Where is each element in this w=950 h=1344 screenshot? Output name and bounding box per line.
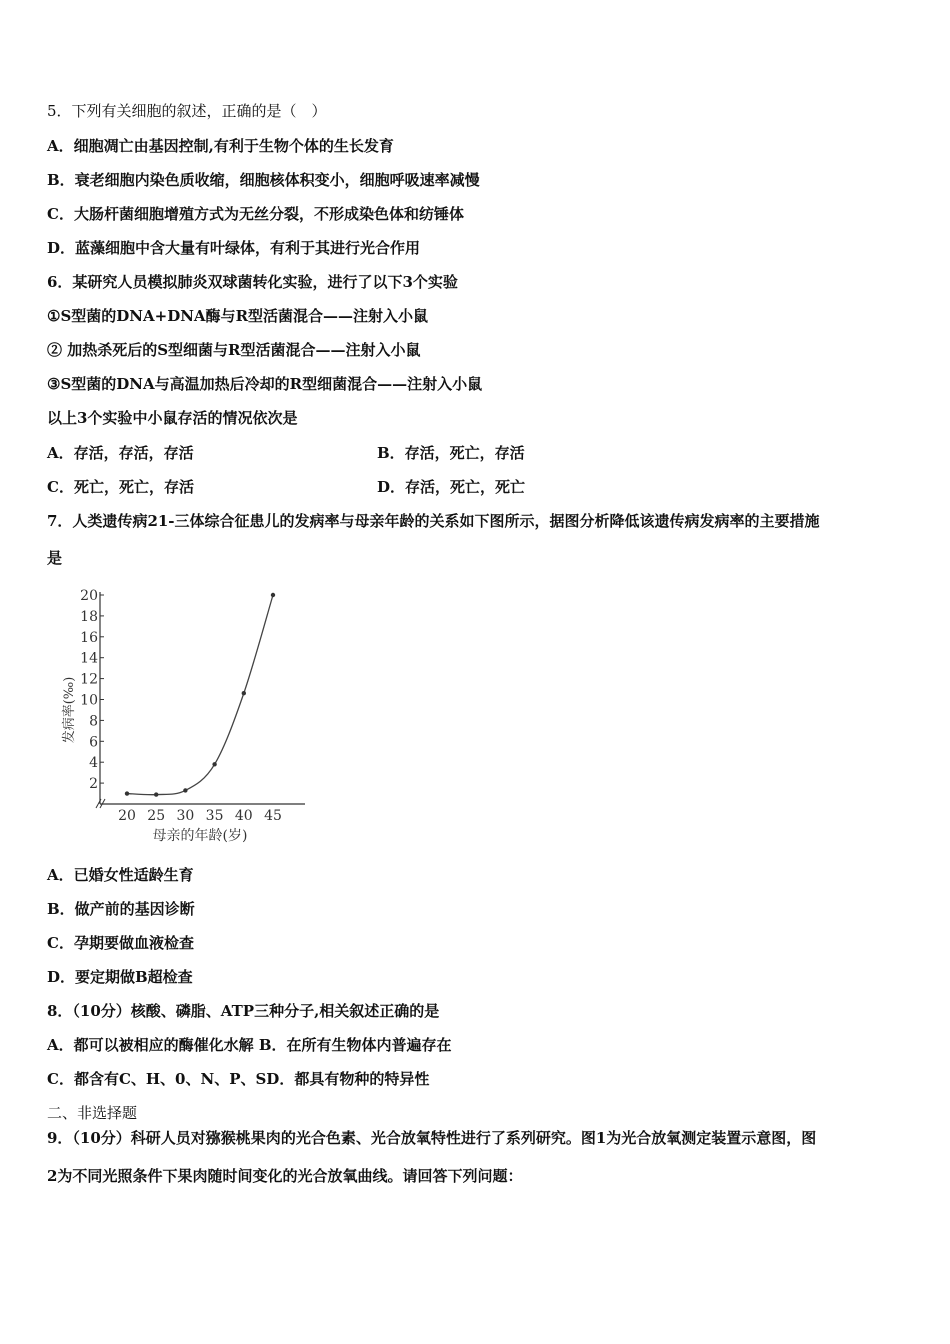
- x-tick-label: 45: [264, 808, 282, 824]
- q5-option-d: D．蓝藻细胞中含大量有叶绿体，有利于其进行光合作用: [47, 239, 421, 257]
- incidence-chart: [40, 580, 340, 850]
- q9-line1: 9．（10分）科研人员对猕猴桃果肉的光合色素、光合放氧特性进行了系列研究。图1为光合放氧测定装置示意图，图: [47, 1129, 817, 1147]
- y-tick-label: 12: [80, 671, 98, 688]
- y-tick-label: 4: [89, 755, 98, 772]
- data-point: [183, 788, 187, 792]
- x-tick-label: 20: [118, 808, 136, 824]
- data-point: [125, 791, 129, 795]
- q6-experiment-2: ② 加热杀死后的S型细菌与R型活菌混合——注射入小鼠: [47, 341, 421, 359]
- q6-question: 以上3个实验中小鼠存活的情况依次是: [47, 409, 298, 427]
- q6-option-c: C．死亡，死亡，存活: [47, 478, 194, 496]
- q8-options-ab: A．都可以被相应的酶催化水解 B．在所有生物体内普遍存在: [47, 1036, 452, 1054]
- q8-stem: 8．（10分）核酸、磷脂、ATP三种分子,相关叙述正确的是: [47, 1002, 440, 1020]
- data-point: [212, 762, 216, 766]
- x-tick-label: 25: [147, 808, 166, 824]
- q6-option-b: B．存活，死亡，存活: [377, 444, 525, 462]
- section-heading: 二、非选择题: [47, 1104, 138, 1122]
- q7-option-b: B．做产前的基因诊断: [47, 900, 195, 918]
- q6-experiment-3: ③S型菌的DNA与高温加热后冷却的R型细菌混合——注射入小鼠: [47, 375, 483, 393]
- y-tick-label: 2: [89, 776, 98, 793]
- q8-options-cd: C．都含有C、H、0、N、P、SD．都具有物种的特异性: [47, 1070, 430, 1088]
- q7-option-c: C．孕期要做血液检查: [47, 934, 194, 952]
- q7-stem-line2: 是: [47, 549, 63, 567]
- y-tick-label: 16: [80, 629, 98, 646]
- y-tick-label: 20: [80, 588, 98, 604]
- q7-option-a: A．已婚女性适龄生育: [47, 866, 194, 884]
- y-tick-label: 14: [80, 650, 98, 667]
- q6-option-a: A．存活，存活，存活: [47, 444, 194, 462]
- x-tick-label: 35: [205, 808, 224, 824]
- q6-experiment-1: ①S型菌的DNA+DNA酶与R型活菌混合——注射入小鼠: [47, 307, 429, 325]
- x-axis-label: 母亲的年龄(岁): [152, 828, 248, 844]
- data-point: [271, 593, 275, 597]
- y-tick-label: 6: [89, 734, 98, 751]
- q5-option-b: B．衰老细胞内染色质收缩，细胞核体积变小，细胞呼吸速率减慢: [47, 171, 480, 189]
- q9-line2: 2为不同光照条件下果肉随时间变化的光合放氧曲线。请回答下列问题：: [47, 1167, 523, 1185]
- chart-axes: [96, 592, 305, 808]
- q5-option-a: A．细胞凋亡由基因控制,有利于生物个体的生长发育: [47, 137, 394, 155]
- x-tick-label: 30: [176, 808, 195, 824]
- q5-stem: 5．下列有关细胞的叙述，正确的是（ ）: [47, 102, 327, 120]
- incidence-curve: [127, 595, 273, 795]
- data-point: [154, 792, 158, 796]
- y-tick-label: 8: [89, 713, 98, 730]
- y-tick-label: 18: [80, 608, 98, 625]
- y-axis-label: 发病率(‰): [62, 676, 77, 744]
- q6-option-d: D．存活，死亡，死亡: [377, 478, 526, 496]
- q7-stem-line1: 7．人类遗传病21-三体综合征患儿的发病率与母亲年龄的关系如下图所示，据图分析降低该遗传病发病率的主要措施: [47, 512, 820, 530]
- y-tick-label: 10: [80, 692, 98, 709]
- x-tick-label: 40: [234, 808, 253, 824]
- data-point: [242, 691, 246, 695]
- q7-option-d: D．要定期做B超检查: [47, 968, 193, 986]
- q5-option-c: C．大肠杆菌细胞增殖方式为无丝分裂，不形成染色体和纺锤体: [47, 205, 464, 223]
- q6-stem: 6．某研究人员模拟肺炎双球菌转化实验，进行了以下3个实验: [47, 273, 458, 291]
